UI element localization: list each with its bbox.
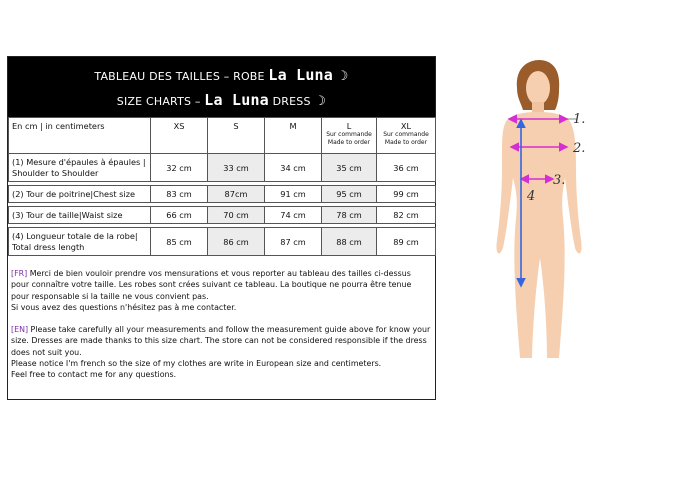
note-en-contact: Feel free to contact me for any questions. bbox=[11, 370, 177, 380]
brand-name: La Luna bbox=[268, 66, 334, 84]
column-header-m: M bbox=[265, 118, 322, 154]
label-1: 1. bbox=[573, 112, 586, 127]
table-row bbox=[9, 207, 436, 224]
size-chart-header bbox=[8, 57, 435, 117]
note-en-sizes: Please notice I'm french so the size of my clothes are write in European size and centimeters. bbox=[11, 359, 382, 369]
header-en-prefix: SIZE CHARTS – bbox=[116, 95, 201, 108]
column-header-xl: XL Sur commande Made to order bbox=[377, 118, 436, 154]
en-tag: [EN] bbox=[11, 325, 29, 335]
table-cell: 95 cm bbox=[322, 186, 377, 203]
note-fr-text: Merci de bien vouloir prendre vos mensurations et vous reporter au tableau des tailles ci-dessus pour connaître votre taille. Les robes sont crées suivant ce tableau. La boutique ne pourra être tenue pour responsable si la taille ne vous convient pas. bbox=[11, 269, 412, 301]
table-cell: 86 cm bbox=[208, 228, 265, 256]
row-label: (4) Longueur totale de la robe| Total dress length bbox=[9, 228, 151, 256]
label-2: 2. bbox=[573, 141, 586, 156]
table-cell: 36 cm bbox=[377, 154, 436, 182]
size-chart-card bbox=[7, 56, 436, 400]
brand-name: La Luna bbox=[204, 91, 269, 109]
table-cell: 85 cm bbox=[151, 228, 208, 256]
header-en-suffix: DRESS bbox=[272, 95, 311, 108]
table-cell: 87 cm bbox=[265, 228, 322, 256]
note-fr-contact: Si vous avez des questions n'hésitez pas à me contacter. bbox=[11, 302, 237, 312]
header-line-fr bbox=[8, 66, 435, 84]
body-shape bbox=[496, 112, 581, 358]
note-en-text: Please take carefully all your measurements and follow the measurement guide above for know your size. Dresses are made thanks to this size chart. The store can not be considered responsible if the dress does not suit you. bbox=[11, 325, 431, 357]
table-cell: 32 cm bbox=[151, 154, 208, 182]
table-cell: 70 cm bbox=[208, 207, 265, 224]
table-cell: 83 cm bbox=[151, 186, 208, 203]
body-silhouette bbox=[455, 58, 680, 368]
head-shape bbox=[526, 71, 550, 105]
size-table bbox=[8, 117, 436, 256]
header-line-en bbox=[8, 91, 435, 109]
table-row bbox=[9, 154, 436, 182]
table-cell: 34 cm bbox=[265, 154, 322, 182]
header-fr-prefix: TABLEAU DES TAILLES – ROBE bbox=[94, 70, 265, 83]
table-cell: 91 cm bbox=[265, 186, 322, 203]
label-4: 4 bbox=[527, 189, 536, 204]
note-en bbox=[11, 324, 431, 380]
table-cell: 78 cm bbox=[322, 207, 377, 224]
corner-header: En cm | in centimeters bbox=[9, 118, 151, 154]
moon-icon: ☽ bbox=[314, 94, 327, 109]
moon-icon: ☽ bbox=[336, 69, 349, 84]
column-header-s: S bbox=[208, 118, 265, 154]
table-cell: 87cm bbox=[208, 186, 265, 203]
label-3: 3. bbox=[553, 173, 566, 188]
table-cell: 33 cm bbox=[208, 154, 265, 182]
table-cell: 35 cm bbox=[322, 154, 377, 182]
row-label: (3) Tour de taille|Waist size bbox=[9, 207, 151, 224]
row-label: (1) Mesure d'épaules à épaules | Shoulder to Shoulder bbox=[9, 154, 151, 182]
table-header-row bbox=[9, 118, 436, 154]
table-cell: 89 cm bbox=[377, 228, 436, 256]
note-fr bbox=[11, 268, 431, 313]
table-cell: 66 cm bbox=[151, 207, 208, 224]
table-cell: 82 cm bbox=[377, 207, 436, 224]
table-cell: 88 cm bbox=[322, 228, 377, 256]
notes-section bbox=[11, 268, 431, 392]
measurement-figure bbox=[455, 58, 680, 368]
column-header-l: L Sur commande Made to order bbox=[322, 118, 377, 154]
fr-tag: [FR] bbox=[11, 269, 28, 278]
row-label: (2) Tour de poitrine|Chest size bbox=[9, 186, 151, 203]
table-row bbox=[9, 228, 436, 256]
column-header-xs: XS bbox=[151, 118, 208, 154]
table-cell: 99 cm bbox=[377, 186, 436, 203]
table-cell: 74 cm bbox=[265, 207, 322, 224]
table-row bbox=[9, 186, 436, 203]
